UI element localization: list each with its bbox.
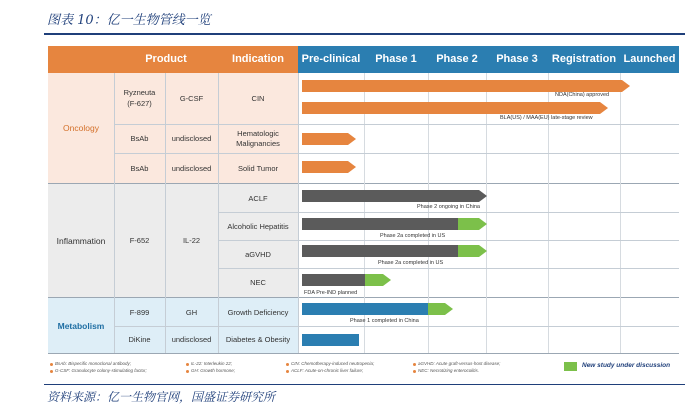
legend-gh: GH: Growth hormone; — [191, 368, 236, 373]
bar-gd-green — [428, 303, 445, 315]
legend-dot — [50, 363, 53, 366]
note-nda-china: NDA(China) approved — [555, 92, 610, 98]
grid-line — [620, 73, 621, 353]
title-rule — [44, 33, 685, 35]
indication-nec: NEC — [250, 278, 266, 287]
divider — [298, 73, 299, 353]
figure-source: 资料来源：亿一生物官网，国盛证券研究所 — [47, 390, 276, 404]
indication-cin: CIN — [251, 94, 265, 103]
bar-cin-us-eu — [302, 102, 600, 114]
legend-new-study: New study under discussion — [582, 362, 671, 369]
bar-diabetes — [302, 334, 359, 346]
target-undisclosed-2: undisclosed — [171, 163, 212, 173]
product-ryzneuta: Ryzneuta (F-627) — [123, 88, 156, 108]
target-undisclosed-3: undisclosed — [171, 335, 212, 344]
header-phase3: Phase 3 — [496, 53, 538, 65]
product-bsab-1: BsAb — [130, 134, 149, 143]
indication-growth-deficiency: Growth Deficiency — [227, 307, 289, 317]
target-undisclosed-1: undisclosed — [171, 134, 212, 143]
bar-ah-gray — [302, 218, 458, 230]
legend-dot — [413, 363, 416, 366]
indication-agvhd: aGVHD — [245, 249, 271, 259]
indication-aclf: ACLF — [248, 193, 268, 203]
legend-dot — [286, 363, 289, 366]
product-f652: F-652 — [129, 236, 150, 245]
section-oncology: Oncology — [63, 123, 99, 133]
grid-line — [486, 73, 487, 353]
note-aclf: Phase 2 ongoing in China — [417, 204, 480, 210]
bar-heme — [302, 133, 348, 145]
header-registration: Registration — [551, 53, 617, 65]
bar-ah-green — [458, 218, 479, 230]
bar-agvhd-green — [458, 245, 479, 257]
bar-aclf — [302, 190, 479, 202]
section-metabolism: Metabolism — [57, 320, 105, 331]
bar-aclf-arrow — [479, 190, 487, 202]
header-product: Product — [145, 53, 187, 65]
legend-dot — [286, 370, 289, 373]
legend-bsab: BsAb: Bispecific monoclonal antibody; — [55, 361, 132, 366]
bar-gd-blue — [302, 303, 428, 315]
legend-nec: NEC: Necrotizing enterocolitis. — [418, 368, 480, 373]
indication-heme: Hematologic Malignancies — [236, 128, 280, 148]
source-rule — [44, 384, 685, 385]
legend-dot — [186, 370, 189, 373]
note-bla-maa: BLA(US) / MAA(EU) late-stage review — [500, 115, 593, 121]
indication-alcoholic-hepatitis: Alcoholic Hepatitis — [227, 221, 289, 231]
figure-title: 图表 10：亿一生物管线一览 — [47, 13, 211, 28]
header-launched: Launched — [623, 53, 676, 65]
legend-dot — [50, 370, 53, 373]
note-nec: FDA Pre-IND planned — [304, 290, 358, 296]
indication-solid-tumor: Solid Tumor — [237, 163, 279, 173]
legend-green-swatch — [564, 362, 577, 371]
legend-il22: IL-22: Interleukin 22; — [191, 361, 233, 366]
indication-diabetes-obesity: Diabetes & Obesity — [225, 335, 291, 344]
header-phase2: Phase 2 — [436, 53, 478, 65]
target-gcsf: G-CSF — [179, 94, 204, 103]
target-gh: GH — [185, 307, 198, 317]
legend-agvhd: aGVHD: Acute graft-versus-host disease; — [418, 361, 501, 366]
note-gd: Phase 1 completed in China — [350, 318, 419, 324]
header-indication: Indication — [232, 53, 284, 65]
legend-dot — [413, 370, 416, 373]
bar-nec-gray — [302, 274, 365, 286]
legend-aclf: ACLF: Acute-on-chronic liver failure; — [291, 368, 364, 373]
note-ah: Phase 2a completed in US — [380, 233, 446, 239]
bar-solid-tumor — [302, 161, 348, 173]
header-phase1: Phase 1 — [375, 53, 417, 65]
header-preclinical: Pre-clinical — [301, 53, 361, 65]
note-agvhd: Phase 2a completed in US — [378, 260, 444, 266]
legend-dot — [186, 363, 189, 366]
bar-nec-green — [365, 274, 383, 286]
legend-cin: CIN: Chemotherapy-induced neutropenia; — [291, 361, 375, 366]
section-inflammation: Inflammation — [56, 235, 106, 246]
divider — [48, 353, 679, 354]
product-dikine: DiKine — [128, 335, 151, 344]
legend-gcsf: G-CSF: Granulocyte colony-stimulating factor; — [55, 368, 147, 373]
product-f899: F-899 — [129, 307, 150, 317]
product-bsab-2: BsAb — [130, 163, 149, 173]
bar-cin-china — [302, 80, 622, 92]
bar-agvhd-gray — [302, 245, 458, 257]
target-il22: IL-22 — [182, 236, 201, 245]
